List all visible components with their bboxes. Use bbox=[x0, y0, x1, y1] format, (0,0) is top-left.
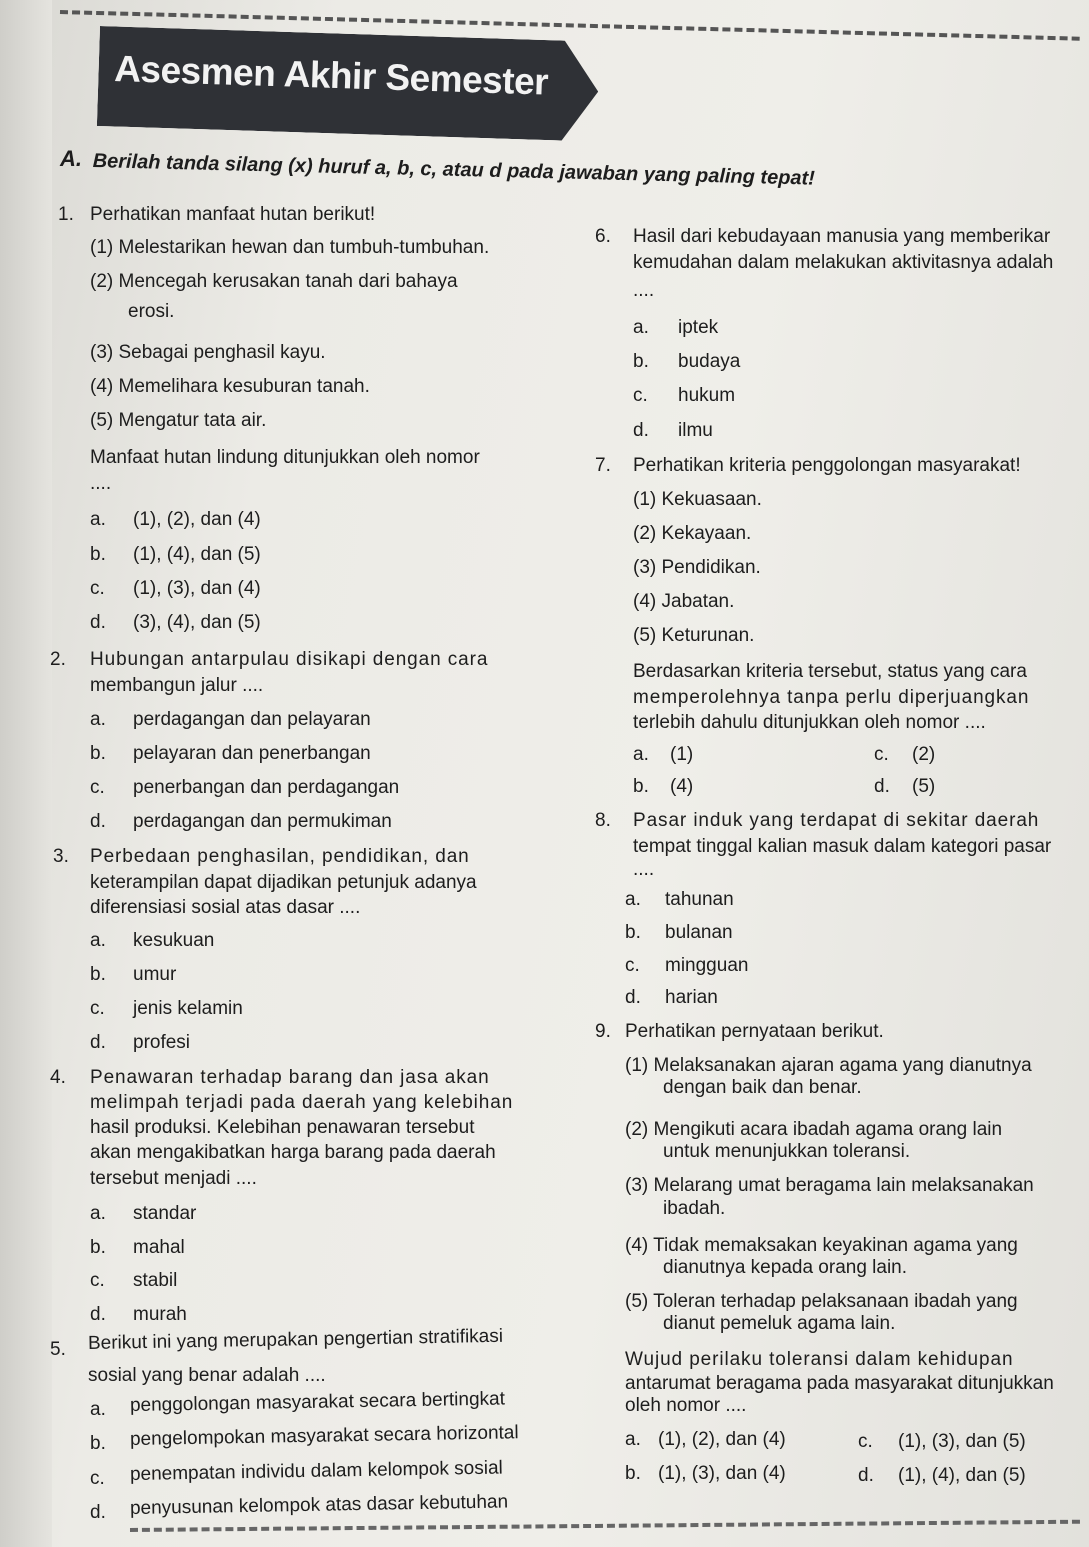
option-text[interactable]: (4) bbox=[670, 776, 694, 797]
option-text[interactable]: perdagangan dan permukiman bbox=[133, 811, 392, 832]
statement-item: (2) Mengikuti acara ibadah agama orang lain bbox=[625, 1119, 1003, 1140]
question-prompt: Wujud perilaku toleransi dalam kehidupan bbox=[625, 1349, 1014, 1370]
option-text[interactable]: (1), (3), dan (5) bbox=[898, 1431, 1026, 1452]
criteria-item: (1) Kekuasaan. bbox=[633, 489, 762, 510]
question-text: membangun jalur .... bbox=[90, 675, 264, 696]
question-text: hasil produksi. Kelebihan penawaran tersebut bbox=[90, 1117, 475, 1138]
option-letter[interactable]: a. bbox=[625, 1429, 641, 1450]
question-text: sosial yang benar adalah .... bbox=[88, 1365, 326, 1386]
option-letter[interactable]: b. bbox=[90, 743, 106, 764]
question-text: melimpah terjadi pada daerah yang kelebihan bbox=[90, 1092, 514, 1113]
question-prompt: terlebih dahulu ditunjukkan oleh nomor .... bbox=[633, 712, 986, 733]
statement-item: (2) Mencegah kerusakan tanah dari bahaya bbox=[90, 271, 458, 292]
statement-item: (1) Melaksanakan ajaran agama yang dianutnya bbox=[625, 1055, 1032, 1076]
statement-item-cont: untuk menunjukkan toleransi. bbox=[663, 1141, 911, 1162]
question-number: 1. bbox=[58, 204, 74, 225]
question-prompt: memperolehnya tanpa perlu diperjuangkan bbox=[633, 687, 1030, 708]
option-text[interactable]: profesi bbox=[133, 1032, 191, 1053]
option-letter[interactable]: a. bbox=[625, 889, 641, 910]
question-text: akan mengakibatkan harga barang pada daerah bbox=[90, 1142, 496, 1163]
option-letter[interactable]: a. bbox=[90, 1203, 106, 1224]
question-number: 9. bbox=[595, 1021, 611, 1042]
question-number: 2. bbox=[50, 649, 66, 670]
question-text: Perhatikan kriteria penggolongan masyarakat! bbox=[633, 455, 1021, 476]
page-title: Asesmen Akhir Semester bbox=[113, 48, 549, 103]
option-letter[interactable]: d. bbox=[858, 1465, 874, 1486]
option-letter[interactable]: b. bbox=[633, 351, 649, 372]
option-letter[interactable]: a. bbox=[90, 930, 106, 951]
question-number: 5. bbox=[50, 1339, 66, 1360]
question-prompt: oleh nomor .... bbox=[625, 1395, 747, 1416]
option-text[interactable]: penyusunan kelompok atas dasar kebutuhan bbox=[129, 1491, 509, 1519]
statement-item: (5) Toleran terhadap pelaksanaan ibadah yang bbox=[625, 1291, 1018, 1312]
statement-item: (3) Melarang umat beragama lain melaksanakan bbox=[625, 1175, 1034, 1196]
criteria-item: (3) Pendidikan. bbox=[633, 557, 761, 578]
option-letter[interactable]: b. bbox=[90, 964, 106, 985]
option-text[interactable]: (1), (3), dan (4) bbox=[658, 1463, 786, 1484]
option-letter[interactable]: d. bbox=[90, 1032, 106, 1053]
option-letter[interactable]: d. bbox=[625, 987, 641, 1008]
question-prompt-cont: .... bbox=[90, 473, 112, 494]
question-text: tersebut menjadi .... bbox=[90, 1168, 257, 1189]
option-text[interactable]: (1), (3), dan (4) bbox=[133, 578, 261, 599]
option-letter[interactable]: c. bbox=[90, 578, 105, 599]
option-text[interactable]: ilmu bbox=[678, 420, 713, 441]
option-letter[interactable]: c. bbox=[858, 1431, 873, 1452]
question-text: kemudahan dalam melakukan aktivitasnya adalah bbox=[633, 252, 1054, 273]
option-text[interactable]: hukum bbox=[678, 385, 736, 406]
option-text[interactable]: (5) bbox=[912, 776, 936, 797]
statement-item: (5) Mengatur tata air. bbox=[90, 410, 267, 431]
instruction-text: Berilah tanda silang (x) huruf a, b, c, atau d pada jawaban yang paling tepat! bbox=[92, 150, 816, 190]
statement-item: (3) Sebagai penghasil kayu. bbox=[90, 342, 326, 363]
option-letter[interactable]: c. bbox=[625, 955, 640, 976]
question-text: .... bbox=[633, 280, 655, 301]
option-letter[interactable]: b. bbox=[625, 922, 641, 943]
option-letter[interactable]: c. bbox=[633, 385, 648, 406]
option-letter[interactable]: d. bbox=[90, 811, 106, 832]
option-text[interactable]: (1), (2), dan (4) bbox=[133, 509, 261, 530]
question-text: Hasil dari kebudayaan manusia yang memberikar bbox=[633, 226, 1051, 247]
option-letter[interactable]: b. bbox=[90, 544, 106, 565]
option-text[interactable]: jenis kelamin bbox=[133, 998, 243, 1019]
option-text[interactable]: (3), (4), dan (5) bbox=[133, 612, 261, 633]
question-prompt: antarumat beragama pada masyarakat ditunjukkan bbox=[625, 1373, 1054, 1394]
question-text: Perbedaan penghasilan, pendidikan, dan bbox=[90, 846, 470, 867]
statement-item-cont: dengan baik dan benar. bbox=[663, 1077, 862, 1098]
question-text: Perhatikan pernyataan berikut. bbox=[625, 1021, 884, 1042]
question-number: 6. bbox=[595, 226, 611, 247]
option-text[interactable]: (1), (4), dan (5) bbox=[133, 544, 261, 565]
question-text: Penawaran terhadap barang dan jasa akan bbox=[90, 1067, 490, 1088]
question-text: keterampilan dapat dijadikan petunjuk adanya bbox=[90, 872, 477, 893]
option-text[interactable]: budaya bbox=[678, 351, 741, 372]
option-letter[interactable]: d. bbox=[90, 1502, 106, 1523]
option-text[interactable]: umur bbox=[133, 964, 177, 985]
option-text[interactable]: (1) bbox=[670, 744, 694, 765]
option-text[interactable]: tahunan bbox=[665, 889, 734, 910]
option-letter[interactable]: c. bbox=[874, 744, 889, 765]
statement-item-cont: erosi. bbox=[128, 301, 175, 322]
question-number: 7. bbox=[595, 455, 611, 476]
option-letter[interactable]: b. bbox=[633, 776, 649, 797]
option-letter[interactable]: d. bbox=[633, 420, 649, 441]
option-text[interactable]: mingguan bbox=[665, 955, 749, 976]
statement-item-cont: dianut pemeluk agama lain. bbox=[663, 1313, 896, 1334]
option-text[interactable]: harian bbox=[665, 987, 718, 1008]
option-letter[interactable]: b. bbox=[625, 1463, 641, 1484]
option-text[interactable]: pengelompokan masyarakat secara horizontal bbox=[129, 1422, 519, 1450]
statement-item: (4) Memelihara kesuburan tanah. bbox=[90, 376, 370, 397]
option-text[interactable]: (2) bbox=[912, 744, 936, 765]
question-text: Hubungan antarpulau disikapi dengan cara bbox=[90, 649, 489, 670]
question-text: .... bbox=[633, 859, 655, 880]
question-text: Berikut ini yang merupakan pengertian stratifikasi bbox=[87, 1325, 504, 1354]
option-text[interactable]: bulanan bbox=[665, 922, 733, 943]
option-letter[interactable]: d. bbox=[90, 1304, 106, 1325]
criteria-item: (2) Kekayaan. bbox=[633, 523, 752, 544]
question-number: 8. bbox=[595, 810, 611, 831]
question-text: tempat tinggal kalian masuk dalam kategori pasar bbox=[633, 836, 1052, 857]
option-text[interactable]: iptek bbox=[678, 317, 719, 338]
criteria-item: (5) Keturunan. bbox=[633, 625, 755, 646]
option-text[interactable]: kesukuan bbox=[133, 930, 215, 951]
option-letter[interactable]: b. bbox=[90, 1237, 106, 1258]
question-prompt: Manfaat hutan lindung ditunjukkan oleh nomor bbox=[90, 447, 480, 468]
option-text[interactable]: murah bbox=[133, 1304, 187, 1325]
question-text: diferensiasi sosial atas dasar .... bbox=[90, 897, 361, 918]
option-text[interactable]: (1), (4), dan (5) bbox=[898, 1465, 1026, 1486]
section-letter: A. bbox=[60, 146, 82, 171]
option-letter[interactable]: c. bbox=[90, 1468, 105, 1489]
option-letter[interactable]: d. bbox=[90, 612, 106, 633]
statement-item-cont: dianutnya kepada orang lain. bbox=[663, 1257, 908, 1278]
option-text[interactable]: penerbangan dan perdagangan bbox=[133, 777, 400, 798]
option-letter[interactable]: a. bbox=[90, 709, 106, 730]
question-prompt: Berdasarkan kriteria tersebut, status yang cara bbox=[633, 661, 1027, 682]
statement-item-cont: ibadah. bbox=[663, 1198, 726, 1219]
option-text[interactable]: perdagangan dan pelayaran bbox=[133, 709, 371, 730]
option-text[interactable]: penempatan individu dalam kelompok sosial bbox=[129, 1457, 503, 1485]
option-text[interactable]: (1), (2), dan (4) bbox=[658, 1429, 786, 1450]
option-text[interactable]: pelayaran dan penerbangan bbox=[133, 743, 371, 764]
option-letter[interactable]: a. bbox=[90, 1399, 106, 1420]
option-letter[interactable]: a. bbox=[633, 317, 649, 338]
option-text[interactable]: standar bbox=[133, 1203, 197, 1224]
option-letter[interactable]: c. bbox=[90, 777, 105, 798]
option-letter[interactable]: b. bbox=[90, 1433, 106, 1454]
option-letter[interactable]: a. bbox=[90, 509, 106, 530]
question-text: Perhatikan manfaat hutan berikut! bbox=[90, 204, 376, 225]
option-letter[interactable]: a. bbox=[633, 744, 649, 765]
option-text[interactable]: stabil bbox=[133, 1270, 178, 1291]
option-text[interactable]: mahal bbox=[133, 1237, 185, 1258]
question-number: 3. bbox=[53, 846, 69, 867]
question-number: 4. bbox=[50, 1067, 66, 1088]
book-binding bbox=[0, 0, 52, 1547]
question-text: Pasar induk yang terdapat di sekitar daerah bbox=[633, 810, 1040, 831]
statement-item: (4) Tidak memaksakan keyakinan agama yang bbox=[625, 1235, 1018, 1256]
criteria-item: (4) Jabatan. bbox=[633, 591, 735, 612]
option-letter[interactable]: d. bbox=[874, 776, 890, 797]
option-letter[interactable]: c. bbox=[90, 998, 105, 1019]
option-letter[interactable]: c. bbox=[90, 1270, 105, 1291]
option-text[interactable]: penggolongan masyarakat secara bertingkat bbox=[129, 1388, 506, 1416]
statement-item: (1) Melestarikan hewan dan tumbuh-tumbuhan. bbox=[90, 237, 490, 258]
